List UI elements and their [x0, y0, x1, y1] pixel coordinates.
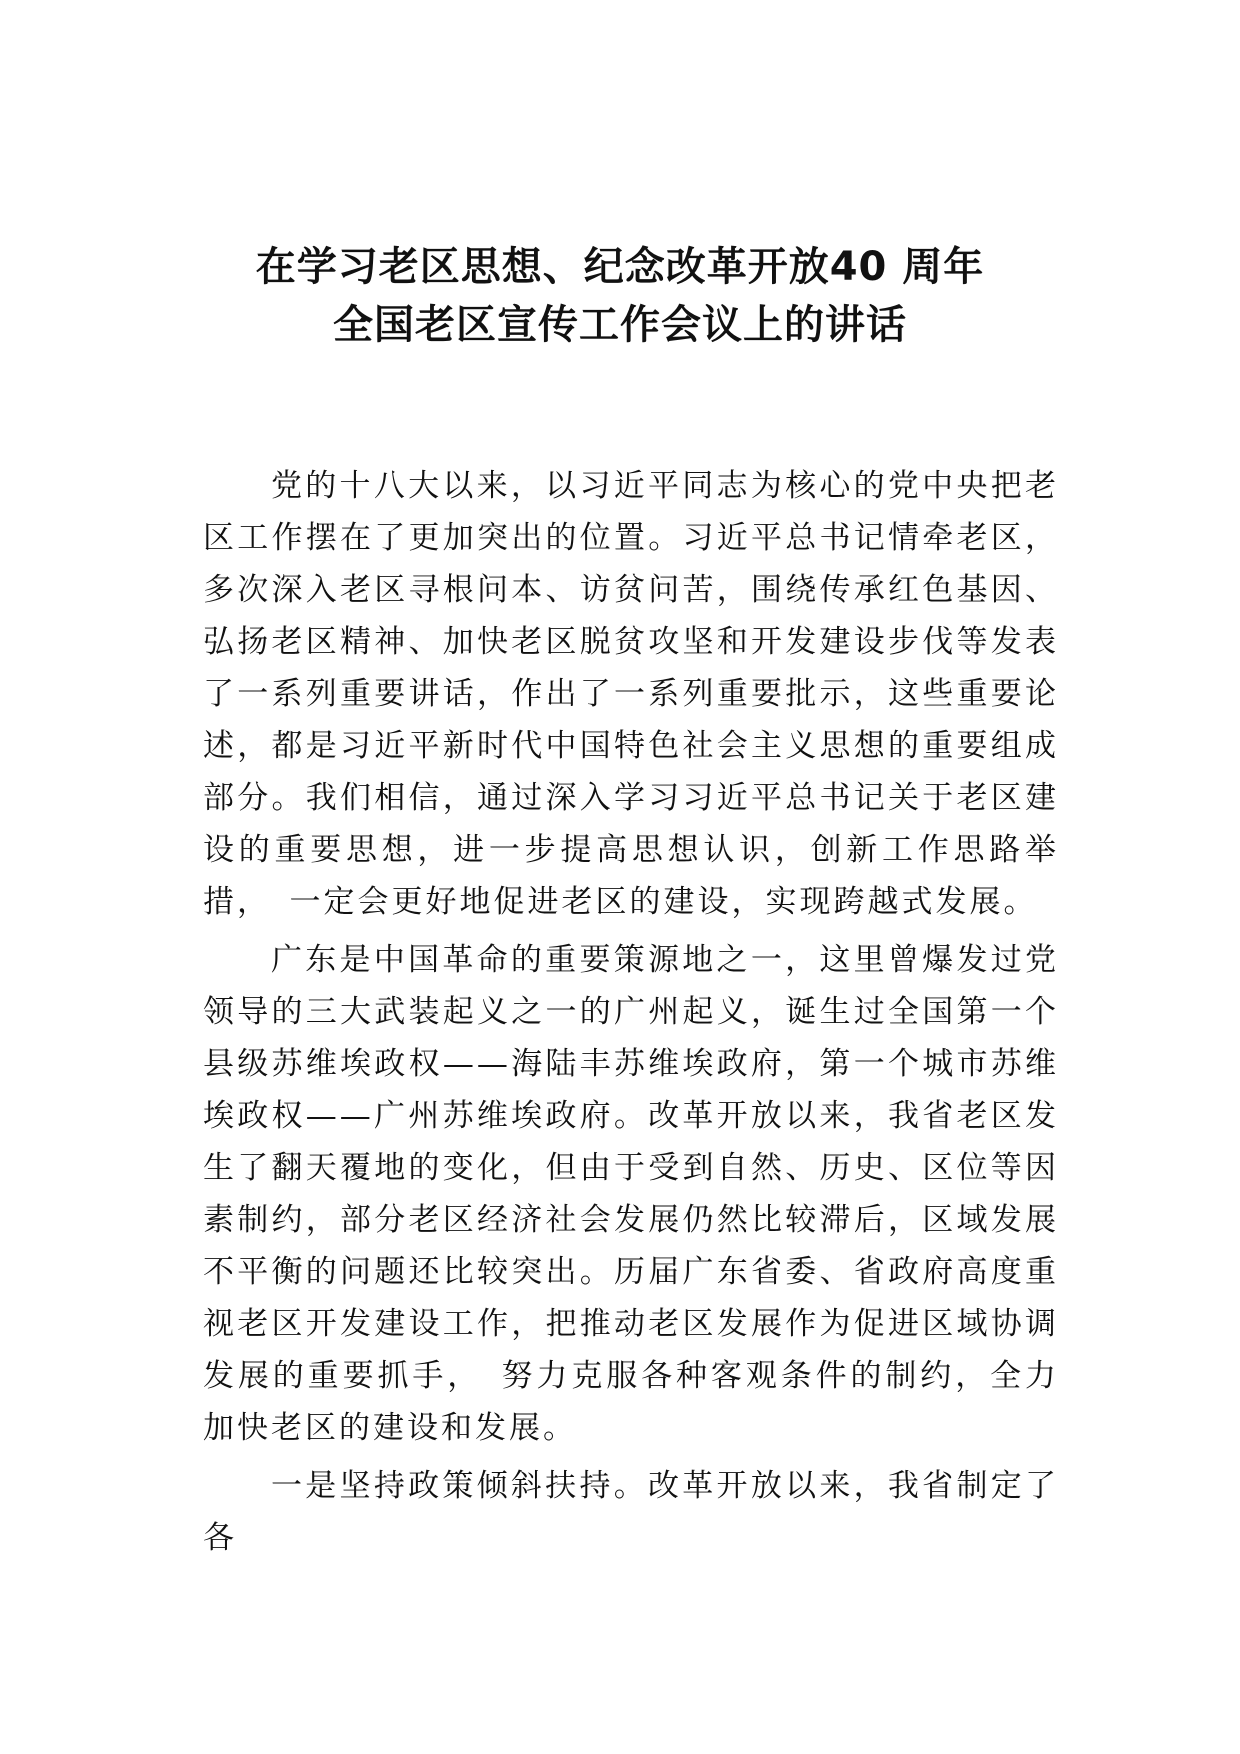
paragraph-1: 党的十八大以来，以习近平同志为核心的党中央把老区工作摆在了更加突出的位置。习近平总书记情牵老区，多次深入老区寻根问本、访贫问苦，围绕传承红色基因、弘扬老区精神、加快老区脱贫攻坚和开发建设步伐等发表了一系列重要讲话，作出了一系列重要批示，这些重要论述，都是习近平新时代中国特色社会主义思想的重要组成部分。我们相信，通过深入学习习近平总书记关于老区建设的重要思想，进一步提高思想认识，创新工作思路举措， 一定会更好地促进老区的建设，实现跨越式发展。: [203, 468, 1059, 920]
paragraph-2: 广东是中国革命的重要策源地之一，这里曾爆发过党领导的三大武装起义之一的广州起义，诞生过全国第一个县级苏维埃政权——海陆丰苏维埃政府，第一个城市苏维埃政权——广州苏维埃政府。改革开放以来，我省老区发生了翻天覆地的变化，但由于受到自然、历史、区位等因素制约，部分老区经济社会发展仍然比较滞后，区域发展不平衡的问题还比较突出。历届广东省委、省政府高度重视老区开发建设工作，把推动老区发展作为促进区域协调发展的重要抓手， 努力克服各种客观条件的制约，全力加快老区的建设和发展。: [203, 942, 1059, 1446]
paragraph-3: 一是坚持政策倾斜扶持。改革开放以来，我省制定了各: [203, 1468, 1059, 1556]
title-line-2: 全国老区宣传工作会议上的讲话: [333, 302, 907, 348]
document-body: [203, 460, 1059, 1564]
document-title: [150, 238, 1090, 354]
title-line-1: 在学习老区思想、纪念改革开放40 周年: [255, 244, 985, 290]
